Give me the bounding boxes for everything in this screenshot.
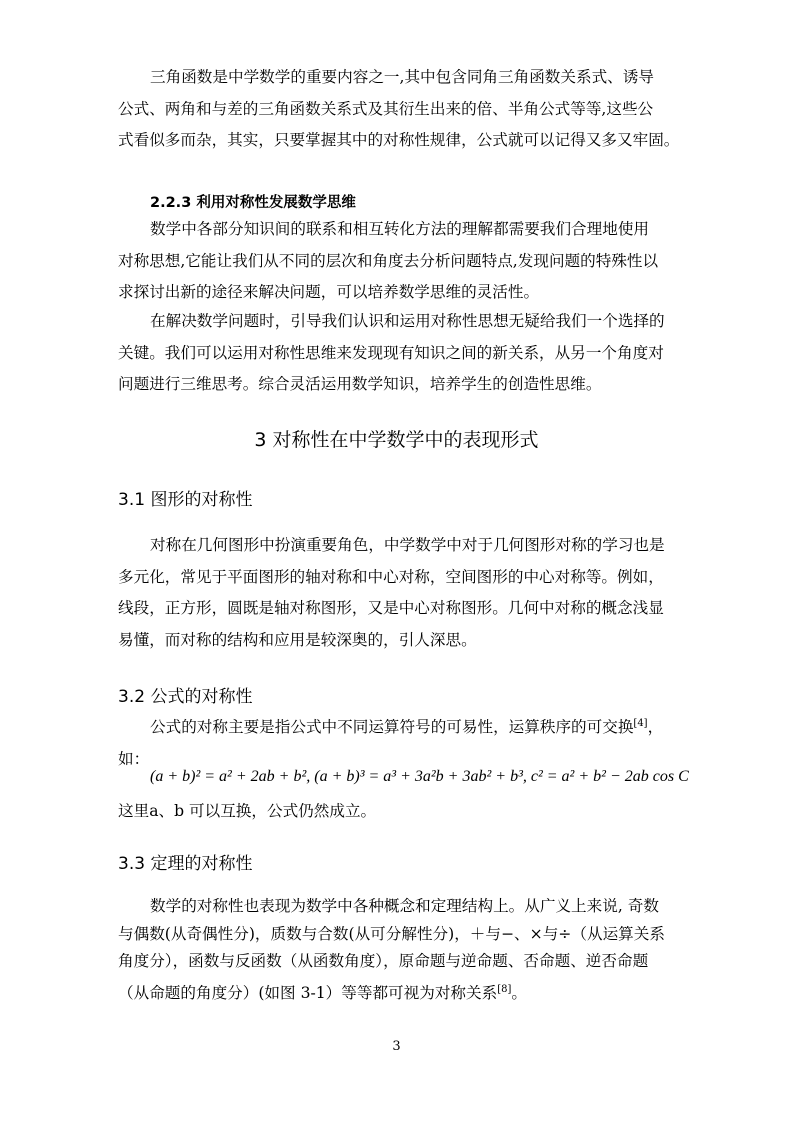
- text-line: [118, 708, 680, 744]
- text-run: 。: [511, 983, 527, 1002]
- page-number: 3: [392, 1039, 401, 1054]
- text-line: 数学的对称性也表现为数学中各种概念和定理结构上。从广义上来说, 奇数: [150, 897, 659, 915]
- paragraph-figure-symmetry: [118, 530, 680, 656]
- paragraph-problem-solving: [118, 306, 680, 401]
- text-line: 多元化，常见于平面图形的轴对称和中心对称，空间图形的中心对称等。例如，: [118, 567, 664, 586]
- formula-line: (a + b)² = a² + 2ab + b², (a + b)³ = a³ + 3a²b + 3ab² + b³, c² = a² + b² − 2ab cos C: [150, 768, 689, 785]
- citation-ref: [8]: [497, 983, 512, 995]
- text-line: 如：: [118, 749, 150, 768]
- text-line: 在解决数学问题时，引导我们认识和运用对称性思想无疑给我们一个选择的: [150, 312, 665, 330]
- chapter-heading: 3 对称性在中学数学中的表现形式: [254, 429, 539, 451]
- paragraph-formula-symmetry: [118, 708, 680, 775]
- text-line: 线段，正方形，圆既是轴对称图形，又是中心对称图形。几何中对称的概念浅显: [118, 599, 664, 617]
- citation-ref: [4]: [633, 718, 648, 729]
- text-line: 求探讨出新的途径来解决问题，可以培养数学思维的灵活性。: [118, 283, 540, 301]
- section-heading-3-1: 3.1 图形的对称性: [118, 490, 253, 510]
- subsection-heading: 2.2.3 利用对称性发展数学思维: [150, 195, 356, 211]
- text-line: 易懂，而对称的结构和应用是较深奥的，引人深思。: [118, 630, 477, 649]
- paragraph-trig: [118, 62, 680, 157]
- text-line: 式看似多而杂，其实，只要掌握其中的对称性规律，公式就可以记得又多又牢固。: [118, 131, 680, 149]
- text-line: 这里a、b 可以互换，公式仍然成立。: [118, 802, 377, 820]
- text-run: ，: [647, 718, 664, 737]
- text-line: 与偶数(从奇偶性分)，质数与合数(从可分解性分)，＋与−、×与÷（从运算关系: [118, 924, 665, 943]
- text-line: 问题进行三维思考。综合灵活运用数学知识，培养学生的创造性思维。: [118, 375, 602, 393]
- text-line: 对称思想,它能让我们从不同的层次和角度去分析问题特点,发现问题的特殊性以: [118, 251, 659, 270]
- text-line: [118, 976, 680, 1008]
- section-heading-3-3: 3.3 定理的对称性: [118, 854, 253, 874]
- paragraph-theorem-symmetry: [118, 893, 680, 1007]
- section-heading-3-2: 3.2 公式的对称性: [118, 687, 253, 707]
- text-run: 公式的对称主要是指公式中不同运算符号的可易性，运算秩序的可交换: [150, 718, 634, 737]
- text-line: 对称在几何图形中扮演重要角色，中学数学中对于几何图形对称的学习也是: [150, 536, 665, 554]
- paragraph-thinking: [118, 214, 680, 309]
- text-line: 数学中各部分知识间的联系和相互转化方法的理解都需要我们合理地使用: [150, 220, 650, 238]
- text-line: 角度分），函数与反函数（从函数角度），原命题与逆命题、否命题、逆否命题: [118, 952, 649, 970]
- paragraph-formula-note: [118, 796, 680, 828]
- text-line: 公式、两角和与差的三角函数关系式及其衍生出来的倍、半角公式等等,这些公: [118, 99, 654, 118]
- text-line: 关键。我们可以运用对称性思维来发现现有知识之间的新关系，从另一个角度对: [118, 343, 664, 362]
- text-run: （从命题的角度分）(如图 3-1）等等都可视为对称关系: [118, 983, 498, 1002]
- text-line: 三角函数是中学数学的重要内容之一,其中包含同角三角函数关系式、诱导: [150, 68, 654, 86]
